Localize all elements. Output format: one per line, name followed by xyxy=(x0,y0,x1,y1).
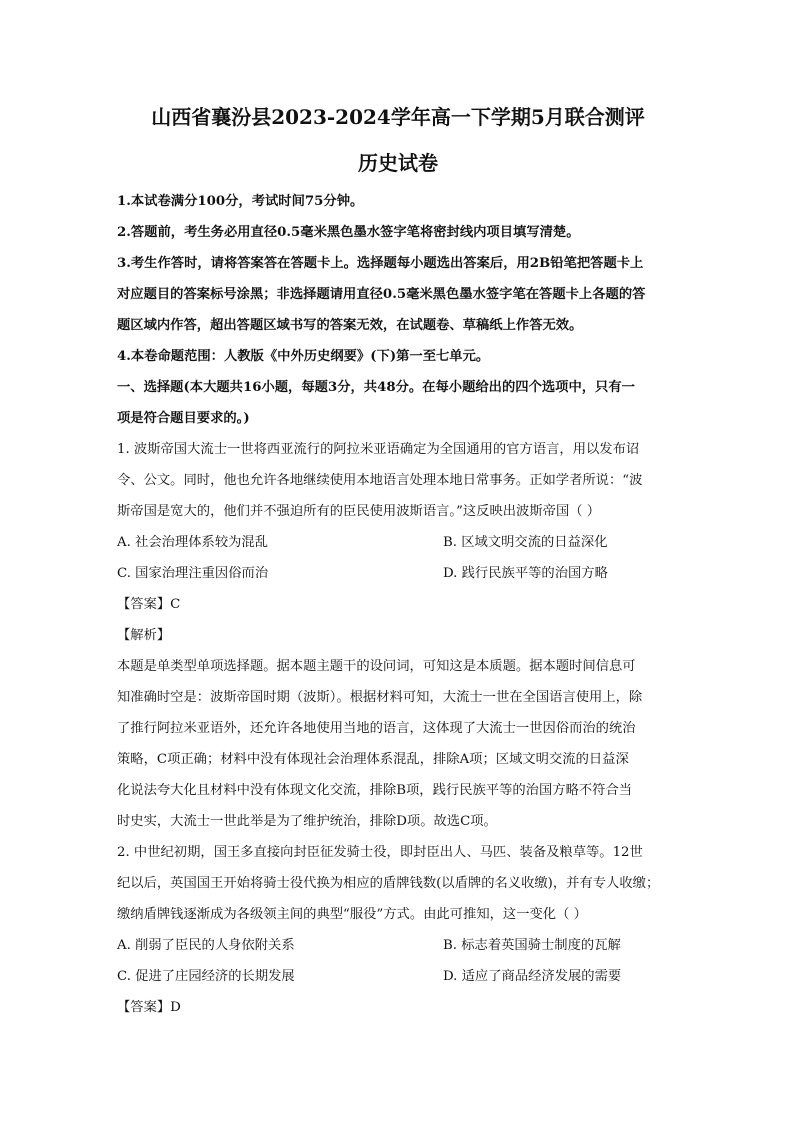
question-stem-line: 令、公文。同时，他也允许各地继续使用本地语言处理本地日常事务。正如学者所说：“波 xyxy=(117,473,643,488)
question-1 xyxy=(117,434,679,837)
option-d: D. 适应了商品经济发展的需要 xyxy=(443,969,622,984)
answer-line: 【答案】C xyxy=(117,597,181,612)
instruction-line: 对应题目的答案标号涂黑；非选择题请用直径0.5毫米黑色墨水签字笔在答题卡上各题的答 xyxy=(117,287,646,302)
section-heading-line: 一、选择题(本大题共16小题，每题3分，共48分。在每小题给出的四个选项中，只有一 xyxy=(117,380,635,395)
question-stem-line: 纪以后，英国国王开始将骑士役代换为相应的盾牌钱数(以盾牌的名义收缴)，并有专人收缴； xyxy=(117,876,660,891)
analysis-line: 本题是单类型单项选择题。据本题主题干的设问词，可知这是本质题。据本题时间信息可 xyxy=(117,659,636,674)
option-c: C. 国家治理注重因俗而治 xyxy=(117,566,269,581)
option-a: A. 削弱了臣民的人身依附关系 xyxy=(117,938,295,953)
section-heading-line: 项是符合题目要求的。) xyxy=(117,411,250,426)
option-row xyxy=(117,558,679,589)
option-a: A. 社会治理体系较为混乱 xyxy=(117,535,269,550)
option-c: C. 促进了庄园经济的长期发展 xyxy=(117,969,295,984)
question-stem-line: 斯帝国是宽大的，他们并不强迫所有的臣民使用波斯语言。”这反映出波斯帝国（ ） xyxy=(117,504,601,519)
option-row xyxy=(117,961,679,992)
option-b: B. 区域文明交流的日益深化 xyxy=(443,535,608,550)
option-row xyxy=(117,930,679,961)
analysis-line: 知准确时空是：波斯帝国时期（波斯）。根据材料可知，大流士一世在全国语言使用上，除 xyxy=(117,690,643,705)
instruction-line: 题区域内作答，超出答题区域书写的答案无效，在试题卷、草稿纸上作答无效。 xyxy=(117,318,583,333)
instruction-line: 3.考生作答时，请将答案答在答题卡上。选择题每小题选出答案后，用2B铅笔把答题卡上 xyxy=(117,256,644,271)
question-stem-line: 缴纳盾牌钱逐渐成为各级领主间的典型“服役”方式。由此可推知，这一变化（ ） xyxy=(117,907,587,922)
answer-line: 【答案】D xyxy=(117,1000,181,1015)
instruction-line: 4.本卷命题范围：人教版《中外历史纲要》(下)第一至七单元。 xyxy=(117,349,490,364)
page-title: 山西省襄汾县2023-2024学年高一下学期5月联合测评 xyxy=(151,105,645,129)
analysis-line: 了推行阿拉米亚语外，还允许各地使用当地的语言，这体现了大流士一世因俗而治的统治 xyxy=(117,721,636,736)
section-heading xyxy=(117,372,679,434)
option-b: B. 标志着英国骑士制度的瓦解 xyxy=(443,938,621,953)
analysis-line: 化说法夸大化且材料中没有体现文化交流，排除B项，践行民族平等的治国方略不符合当 xyxy=(117,783,633,798)
question-stem-line: 2. 中世纪初期，国王多直接向封臣征发骑士役，即封臣出人、马匹、装备及粮草等。12世 xyxy=(117,845,643,860)
instruction-line: 1.本试卷满分100分，考试时间75分钟。 xyxy=(117,194,364,209)
option-row xyxy=(117,527,679,558)
question-stem-line: 1. 波斯帝国大流士一世将西亚流行的阿拉米亚语确定为全国通用的官方语言，用以发布诏 xyxy=(117,442,640,457)
question-2 xyxy=(117,837,679,1023)
analysis-line: 策略，C项正确；材料中没有体现社会治理体系混乱，排除A项；区域文明交流的日益深 xyxy=(117,752,629,767)
analysis-line: 时史实，大流士一世此举是为了维护统治，排除D项。故选C项。 xyxy=(117,814,497,829)
analysis-label: 【解析】 xyxy=(117,628,171,643)
instructions xyxy=(117,186,679,372)
exam-page xyxy=(117,100,679,1023)
page-subtitle: 历史试卷 xyxy=(358,151,438,175)
instruction-line: 2.答题前，考生务必用直径0.5毫米黑色墨水签字笔将密封线内项目填写清楚。 xyxy=(117,225,580,240)
option-d: D. 践行民族平等的治国方略 xyxy=(443,566,608,581)
